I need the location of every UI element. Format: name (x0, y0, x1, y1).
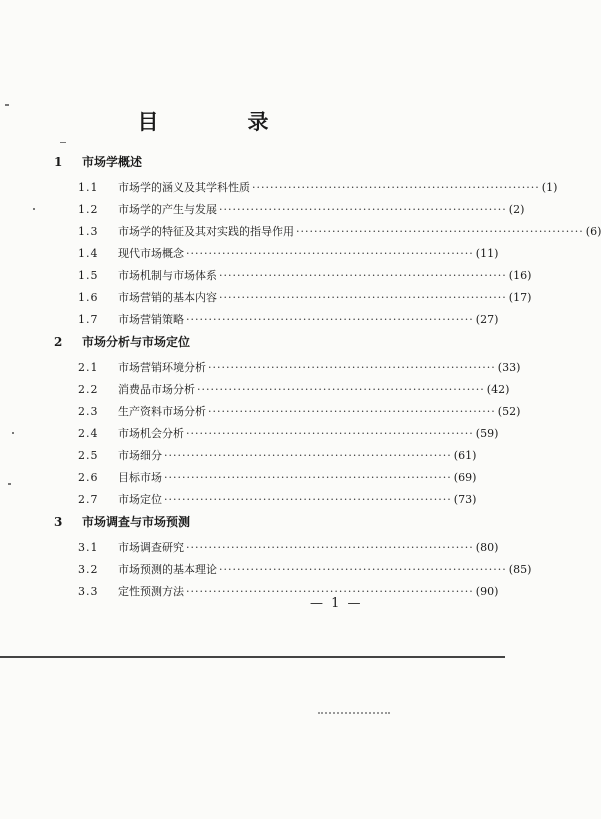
section-title: 市场学的特征及其对实践的指导作用 (118, 225, 294, 238)
section-number: 2.6 (78, 471, 99, 484)
section-number: 1.6 (78, 291, 99, 304)
toc-entry[interactable] (78, 222, 601, 242)
page-ref: (1) (541, 181, 558, 194)
section-title: 市场学的涵义及其学科性质 (118, 181, 250, 194)
section-number: 2.5 (78, 449, 99, 462)
toc-entry[interactable] (78, 490, 477, 510)
scan-speck (33, 208, 35, 210)
page-title: 目 录 (137, 109, 303, 134)
section-number: 3.1 (78, 541, 99, 554)
page-ref: (27) (475, 313, 499, 326)
toc-entry[interactable] (78, 358, 521, 378)
page-ref: (52) (497, 405, 521, 418)
page-ref: (69) (453, 471, 477, 484)
section-title: 生产资料市场分析 (118, 405, 206, 418)
section-title: 定性预测方法 (118, 585, 184, 598)
dot-leader: ································································ (164, 471, 452, 484)
section-number: 1.4 (78, 247, 99, 260)
section-title: 市场营销环境分析 (118, 361, 206, 374)
dot-leader: ································································ (164, 493, 452, 506)
section-title: 市场营销的基本内容 (118, 291, 217, 304)
page-ref: (16) (508, 269, 532, 282)
toc-entry[interactable] (78, 244, 499, 264)
page-ref: (6) (585, 225, 601, 238)
scan-speck (8, 483, 11, 485)
section-title: 市场营销策略 (118, 313, 184, 326)
section-title: 市场学的产生与发展 (118, 203, 217, 216)
section-title: 市场定位 (118, 493, 162, 506)
page-ref: (90) (475, 585, 499, 598)
section-number: 3.2 (78, 563, 99, 576)
page-ref: (42) (486, 383, 510, 396)
section-title: 市场机制与市场体系 (118, 269, 217, 282)
toc-entry[interactable] (78, 538, 499, 558)
page-number: — 1 — (310, 596, 363, 611)
section-title: 目标市场 (118, 471, 162, 484)
dot-leader: ································································ (296, 225, 584, 238)
chapter-number: 3 (54, 515, 63, 529)
dot-leader: ································································ (197, 383, 485, 396)
dot-leader: ································································ (219, 291, 507, 304)
section-number: 1.1 (78, 181, 99, 194)
section-number: 1.3 (78, 225, 99, 238)
page-ref: (33) (497, 361, 521, 374)
chapter-title: 市场调查与市场预测 (82, 515, 191, 529)
dot-leader: ································································ (186, 585, 474, 598)
toc-entry[interactable] (78, 178, 558, 198)
page-ref: (2) (508, 203, 525, 216)
toc-entry[interactable] (78, 424, 499, 444)
toc-entry[interactable] (78, 560, 532, 580)
toc-entry[interactable] (78, 402, 521, 422)
chapter-title: 市场分析与市场定位 (82, 335, 191, 349)
scan-speck (12, 432, 14, 434)
chapter-number: 2 (54, 335, 63, 349)
dot-leader: ································································ (164, 449, 452, 462)
chapter-title: 市场学概述 (82, 155, 143, 169)
page-ref: (85) (508, 563, 532, 576)
scan-marks (318, 712, 390, 717)
dot-leader: ································································ (219, 203, 507, 216)
section-number: 1.7 (78, 313, 99, 326)
toc-entry[interactable] (78, 380, 510, 400)
scan-speck (60, 142, 66, 143)
section-number: 2.1 (78, 361, 99, 374)
dot-leader: ································································ (219, 563, 507, 576)
chapter-heading (54, 152, 142, 172)
section-title: 市场机会分析 (118, 427, 184, 440)
chapter-heading (54, 332, 190, 352)
dot-leader: ································································ (208, 405, 496, 418)
page-ref: (61) (453, 449, 477, 462)
page-ref: (11) (475, 247, 499, 260)
bottom-rule (0, 656, 505, 658)
chapter-number: 1 (54, 155, 63, 169)
dot-leader: ································································ (186, 541, 474, 554)
toc-entry[interactable] (78, 310, 499, 330)
section-number: 2.4 (78, 427, 99, 440)
dot-leader: ································································ (186, 313, 474, 326)
dot-leader: ································································ (208, 361, 496, 374)
toc-entry[interactable] (78, 266, 532, 286)
section-number: 1.5 (78, 269, 99, 282)
page-ref: (73) (453, 493, 477, 506)
dot-leader: ································································ (219, 269, 507, 282)
dot-leader: ································································ (186, 247, 474, 260)
dot-leader: ································································ (186, 427, 474, 440)
toc-entry[interactable] (78, 288, 532, 308)
section-number: 1.2 (78, 203, 99, 216)
section-number: 2.3 (78, 405, 99, 418)
chapter-heading (54, 512, 190, 532)
page-ref: (17) (508, 291, 532, 304)
section-number: 2.7 (78, 493, 99, 506)
section-title: 消费品市场分析 (118, 383, 195, 396)
page-ref: (80) (475, 541, 499, 554)
scan-speck (5, 104, 9, 106)
section-number: 3.3 (78, 585, 99, 598)
toc-entry[interactable] (78, 468, 477, 488)
section-title: 市场细分 (118, 449, 162, 462)
toc-entry[interactable] (78, 446, 477, 466)
toc-entry[interactable] (78, 200, 525, 220)
section-title: 市场预测的基本理论 (118, 563, 217, 576)
dot-leader: ································································ (252, 181, 540, 194)
section-number: 2.2 (78, 383, 99, 396)
section-title: 现代市场概念 (118, 247, 184, 260)
section-title: 市场调查研究 (118, 541, 184, 554)
page-ref: (59) (475, 427, 499, 440)
